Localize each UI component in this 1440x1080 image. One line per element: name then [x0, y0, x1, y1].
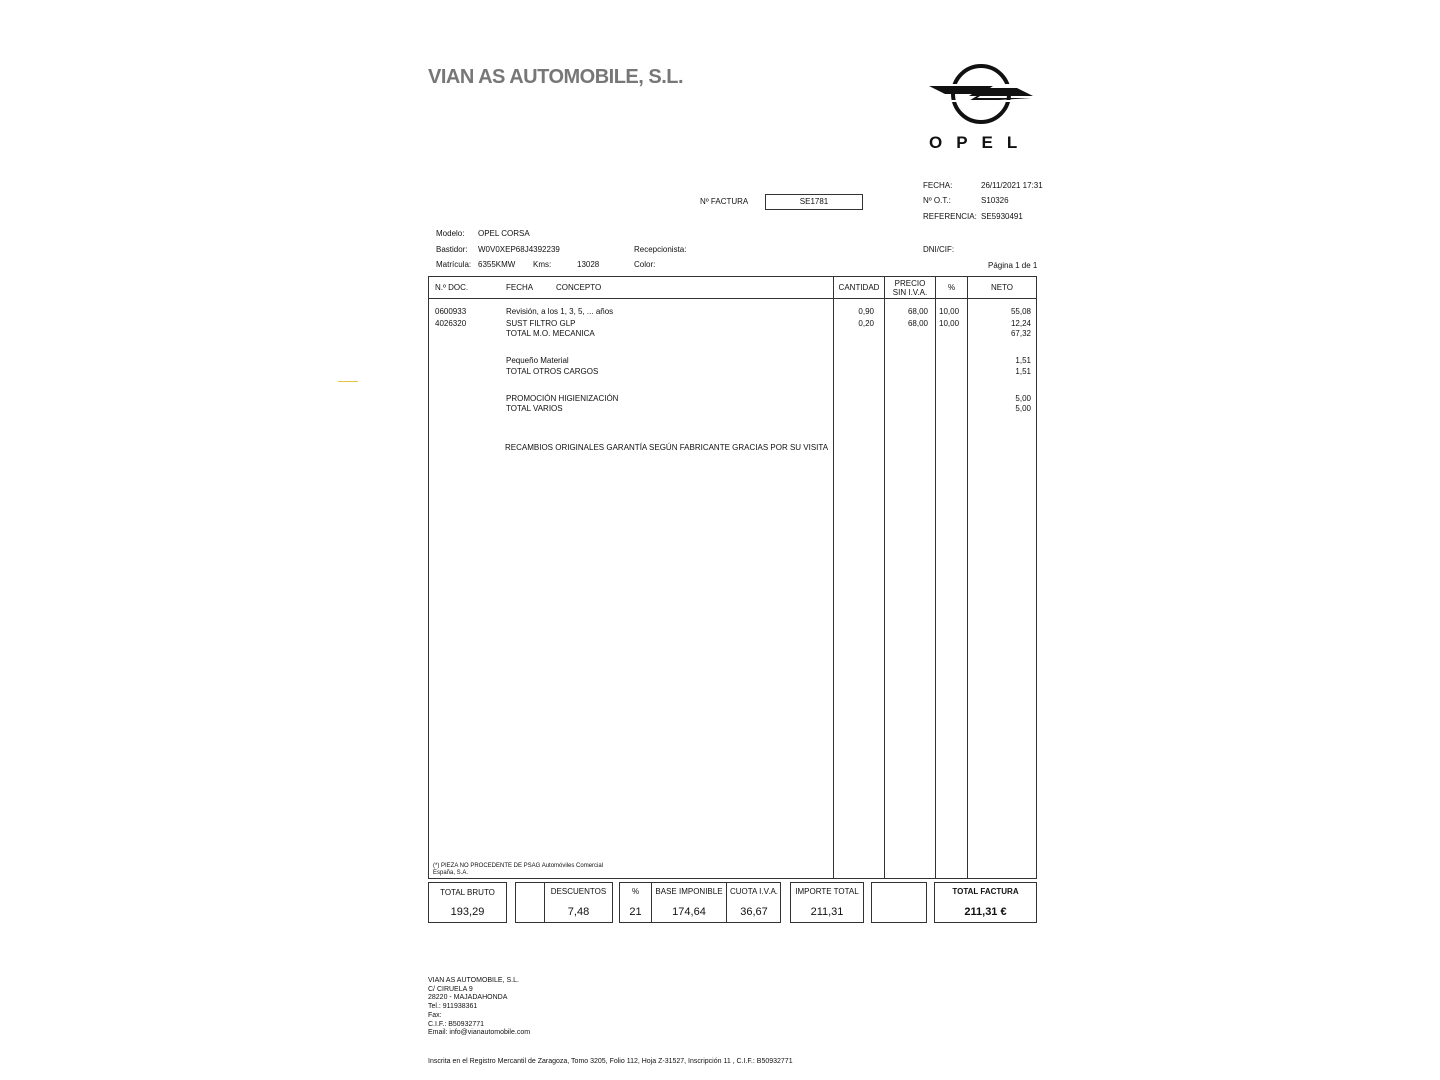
ot-value: S10326 [981, 196, 1009, 205]
referencia-value: SE5930491 [981, 212, 1023, 221]
thank-you-message: RECAMBIOS ORIGINALES GARANTÍA SEGÚN FABRICANTE GRACIAS POR SU VISITA [505, 443, 829, 452]
factura-number: SE1781 [765, 194, 863, 210]
header-precio-2: SIN I.V.A. [892, 288, 928, 297]
iva-box [619, 882, 781, 923]
descuentos-label: DESCUENTOS [550, 887, 607, 896]
cuota-iva-value: 36,67 [740, 906, 768, 918]
recepcionista-label: Recepcionista: [634, 245, 687, 254]
iva-pct-label: % [631, 887, 640, 896]
registry-note: Inscrita en el Registro Mercantil de Zaragoza, Tomo 3205, Folio 112, Hoja Z-31527, Inscripción 11 , C.I.F.: B50932771 [428, 1058, 793, 1065]
footer-phone: Tel.: 911938361 [428, 1003, 478, 1011]
row-concepto: PROMOCIÓN HIGIENIZACIÓN [506, 394, 619, 403]
dni-label: DNI/CIF: [923, 245, 955, 254]
row-ndoc: 4026320 [435, 319, 467, 328]
fecha-label: FECHA: [923, 181, 953, 190]
row-cantidad: 0,20 [858, 319, 874, 328]
company-name: VIAN AS AUTOMOBILE, S.L. [428, 66, 684, 88]
row-neto: 55,08 [1010, 307, 1031, 316]
total-factura-label: TOTAL FACTURA [952, 887, 1019, 896]
importe-total-label: IMPORTE TOTAL [795, 887, 859, 896]
footer-cif: C.I.F.: B50932771 [428, 1020, 485, 1028]
empty-box [871, 882, 927, 923]
ot-label: Nº O.T.: [923, 196, 951, 205]
total-bruto-box [428, 882, 507, 923]
cuota-iva-label: CUOTA I.V.A. [729, 887, 778, 896]
row-concepto: TOTAL OTROS CARGOS [506, 367, 599, 376]
total-factura-value: 211,31 € [964, 906, 1007, 918]
descuentos-value: 7,48 [567, 906, 590, 918]
fecha-value: 26/11/2021 17:31 [981, 181, 1043, 190]
row-pct: 10,00 [939, 307, 960, 316]
header-neto: NETO [990, 283, 1014, 292]
matricula-value: 6355KMW [478, 260, 516, 269]
footnote-line-1: (*) PIEZA NO PROCEDENTE DE PSAG Automóviles Comercial [433, 863, 604, 869]
row-concepto: Pequeño Material [506, 356, 569, 365]
kms-label: Kms: [533, 260, 552, 269]
bastidor-value: W0V0XEP68J4392239 [478, 245, 560, 254]
company-address-block [428, 977, 530, 1038]
header-fecha: FECHA [506, 283, 534, 292]
total-factura-box [934, 882, 1037, 923]
iva-pct-value: 21 [629, 906, 642, 918]
row-concepto: TOTAL VARIOS [506, 404, 563, 413]
total-bruto-value: 193,29 [450, 906, 485, 918]
row-neto: 12,24 [1010, 319, 1031, 328]
row-neto: 1,51 [1015, 367, 1031, 376]
header-concepto: CONCEPTO [556, 283, 602, 292]
footer-street: C/ CIRUELA 9 [428, 985, 473, 993]
row-precio: 68,00 [907, 319, 928, 328]
modelo-label: Modelo: [436, 229, 465, 238]
footer-company: VIAN AS AUTOMOBILE, S.L. [428, 977, 519, 984]
referencia-label: REFERENCIA: [923, 212, 977, 221]
base-imponible-label: BASE IMPONIBLE [655, 887, 723, 896]
page-number: Página 1 de 1 [988, 261, 1038, 270]
footnote-line-2: España, S.A. [433, 870, 469, 876]
bastidor-label: Bastidor: [436, 245, 468, 254]
header-precio-1: PRECIO [894, 279, 926, 288]
modelo-value: OPEL CORSA [478, 229, 530, 238]
descuentos-box [544, 882, 613, 923]
row-neto: 1,51 [1015, 356, 1031, 365]
footer-city: 28220 - MAJADAHONDA [428, 994, 508, 1002]
row-pct: 10,00 [939, 319, 960, 328]
row-neto: 5,00 [1015, 394, 1031, 403]
accent-mark [338, 381, 358, 382]
footer-fax: Fax: [428, 1011, 442, 1019]
header-ndoc: N.º DOC. [435, 283, 469, 292]
row-concepto: Revisión, a los 1, 3, 5, ... años [506, 307, 614, 316]
row-cantidad: 0,90 [858, 307, 874, 316]
importe-total-box [790, 882, 864, 923]
empty-box [515, 882, 545, 923]
row-concepto: SUST FILTRO GLP [506, 319, 576, 328]
row-neto: 5,00 [1015, 404, 1031, 413]
row-concepto: TOTAL M.O. MECANICA [506, 329, 595, 338]
row-neto: 67,32 [1010, 329, 1031, 338]
invoice-lines-table [428, 276, 1037, 879]
importe-total-value: 211,31 [810, 906, 844, 918]
kms-value: 13028 [577, 260, 600, 269]
header-pct: % [947, 283, 956, 292]
brand-name: OPEL [929, 133, 1032, 152]
footer-email: Email: info@vianautomobile.com [428, 1029, 531, 1037]
header-cantidad: CANTIDAD [838, 283, 880, 292]
factura-label: Nº FACTURA [700, 197, 749, 206]
matricula-label: Matrícula: [436, 260, 472, 269]
base-imponible-value: 174,64 [672, 906, 706, 918]
color-label: Color: [634, 260, 656, 269]
row-ndoc: 0600933 [435, 307, 467, 316]
total-bruto-label: TOTAL BRUTO [440, 888, 495, 897]
row-precio: 68,00 [907, 307, 928, 316]
